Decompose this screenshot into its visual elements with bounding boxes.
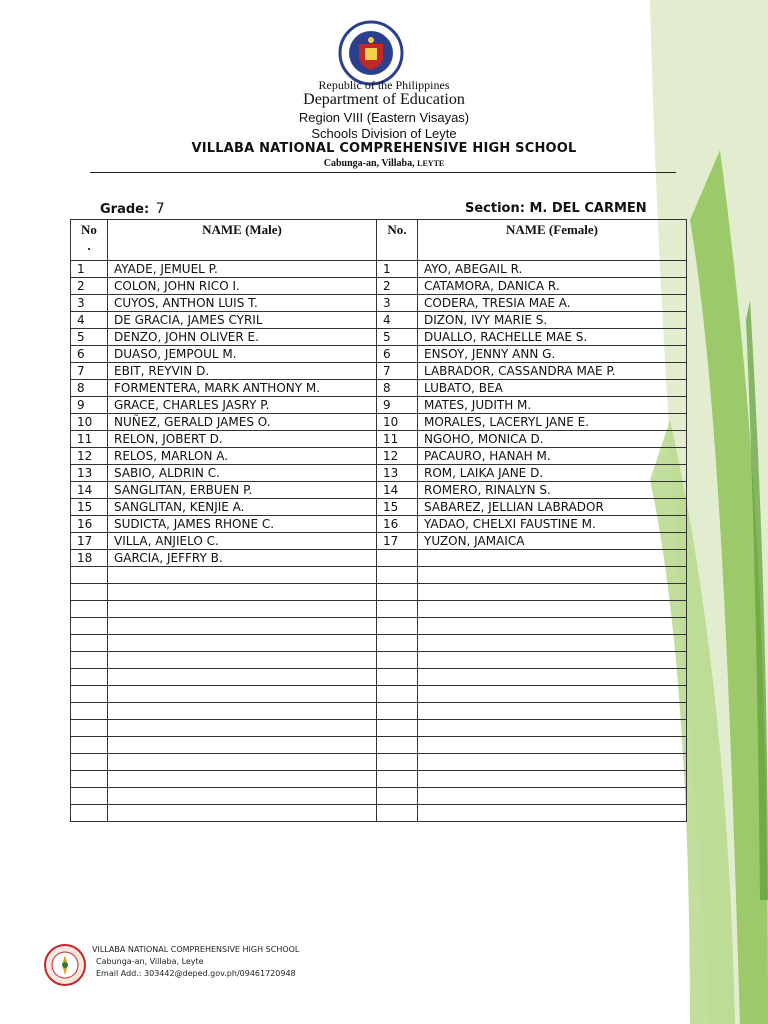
male-name-cell xyxy=(108,669,377,686)
male-name-cell xyxy=(108,754,377,771)
table-row xyxy=(71,346,687,363)
male-number-cell xyxy=(71,601,108,618)
female-name-cell xyxy=(418,737,687,754)
male-name-cell: SANGLITAN, KENJIE A. xyxy=(108,499,377,516)
male-name-cell: GARCIA, JEFFRY B. xyxy=(108,550,377,567)
female-number-cell xyxy=(377,720,418,737)
female-number-cell xyxy=(377,703,418,720)
table-row xyxy=(71,380,687,397)
female-name-cell: CATAMORA, DANICA R. xyxy=(418,278,687,295)
table-row xyxy=(71,635,687,652)
female-number-cell xyxy=(377,805,418,822)
female-name-cell xyxy=(418,669,687,686)
male-name-cell: VILLA, ANJIELO C. xyxy=(108,533,377,550)
male-number-cell xyxy=(71,584,108,601)
male-name-cell xyxy=(108,788,377,805)
male-name-cell xyxy=(108,567,377,584)
male-name-cell: AYADE, JEMUEL P. xyxy=(108,261,377,278)
table-row xyxy=(71,499,687,516)
female-name-cell: YUZON, JAMAICA xyxy=(418,533,687,550)
male-number-cell xyxy=(71,669,108,686)
female-name-cell xyxy=(418,805,687,822)
footer-email: Email Add.: 303442@deped.gov.ph/09461720948 xyxy=(96,969,296,978)
department-title: Department of Education xyxy=(303,91,465,108)
female-name-cell: DIZON, IVY MARIE S. xyxy=(418,312,687,329)
school-name: VILLABA NATIONAL COMPREHENSIVE HIGH SCHOOL xyxy=(191,141,577,156)
female-name-cell: MORALES, LACERYL JANE E. xyxy=(418,414,687,431)
address-province: LEYTE xyxy=(417,159,445,168)
table-row xyxy=(71,312,687,329)
male-name-cell xyxy=(108,805,377,822)
male-number-cell: 10 xyxy=(71,414,108,431)
female-number-cell: 8 xyxy=(377,380,418,397)
female-number-cell: 6 xyxy=(377,346,418,363)
table-row xyxy=(71,754,687,771)
male-number-cell xyxy=(71,567,108,584)
address-prefix: Cabunga-an, Villaba, xyxy=(323,158,418,169)
female-name-cell xyxy=(418,754,687,771)
header-name-male: NAME (Male) xyxy=(108,220,377,261)
female-number-cell: 17 xyxy=(377,533,418,550)
female-number-cell: 14 xyxy=(377,482,418,499)
male-name-cell: DENZO, JOHN OLIVER E. xyxy=(108,329,377,346)
female-number-cell: 9 xyxy=(377,397,418,414)
class-roster-table xyxy=(70,219,687,822)
female-name-cell: CODERA, TRESIA MAE A. xyxy=(418,295,687,312)
female-number-cell xyxy=(377,652,418,669)
section-field xyxy=(465,201,647,216)
female-number-cell xyxy=(377,771,418,788)
table-row xyxy=(71,295,687,312)
female-name-cell: LUBATO, BEA xyxy=(418,380,687,397)
table-row xyxy=(71,482,687,499)
female-number-cell: 3 xyxy=(377,295,418,312)
female-name-cell xyxy=(418,584,687,601)
table-row xyxy=(71,329,687,346)
male-name-cell: RELON, JOBERT D. xyxy=(108,431,377,448)
table-row xyxy=(71,448,687,465)
table-row xyxy=(71,533,687,550)
male-name-cell: GRACE, CHARLES JASRY P. xyxy=(108,397,377,414)
male-number-cell xyxy=(71,737,108,754)
table-row xyxy=(71,465,687,482)
table-row xyxy=(71,584,687,601)
male-number-cell xyxy=(71,703,108,720)
grade-value: 7 xyxy=(155,201,165,217)
table-row xyxy=(71,652,687,669)
male-number-cell: 13 xyxy=(71,465,108,482)
table-row xyxy=(71,805,687,822)
female-name-cell: DUALLO, RACHELLE MAE S. xyxy=(418,329,687,346)
female-name-cell xyxy=(418,703,687,720)
male-number-cell: 1 xyxy=(71,261,108,278)
male-name-cell: CUYOS, ANTHON LUIS T. xyxy=(108,295,377,312)
footer-address: Cabunga-an, Villaba, Leyte xyxy=(96,957,204,966)
header-no-female: No. xyxy=(377,220,418,261)
male-name-cell: COLON, JOHN RICO I. xyxy=(108,278,377,295)
section-value: M. DEL CARMEN xyxy=(529,201,647,216)
male-number-cell: 4 xyxy=(71,312,108,329)
female-name-cell xyxy=(418,567,687,584)
roster-body xyxy=(71,261,687,822)
female-number-cell: 7 xyxy=(377,363,418,380)
male-number-cell: 3 xyxy=(71,295,108,312)
female-name-cell: ROM, LAIKA JANE D. xyxy=(418,465,687,482)
female-number-cell xyxy=(377,737,418,754)
header-name-female: NAME (Female) xyxy=(418,220,687,261)
male-number-cell: 5 xyxy=(71,329,108,346)
school-address xyxy=(0,158,768,169)
female-number-cell xyxy=(377,754,418,771)
female-number-cell: 13 xyxy=(377,465,418,482)
male-name-cell xyxy=(108,635,377,652)
table-row xyxy=(71,431,687,448)
female-name-cell xyxy=(418,618,687,635)
female-name-cell xyxy=(418,686,687,703)
female-name-cell: YADAO, CHELXI FAUSTINE M. xyxy=(418,516,687,533)
male-number-cell: 14 xyxy=(71,482,108,499)
female-number-cell: 16 xyxy=(377,516,418,533)
female-number-cell xyxy=(377,686,418,703)
male-number-cell: 6 xyxy=(71,346,108,363)
republic-line: Republic of the Philippines xyxy=(318,78,450,92)
male-name-cell xyxy=(108,703,377,720)
table-row xyxy=(71,771,687,788)
header-no-male: No . xyxy=(71,220,108,261)
male-name-cell: SABIO, ALDRIN C. xyxy=(108,465,377,482)
male-name-cell: DE GRACIA, JAMES CYRIL xyxy=(108,312,377,329)
female-number-cell: 2 xyxy=(377,278,418,295)
table-header-row xyxy=(71,220,687,261)
female-number-cell: 10 xyxy=(377,414,418,431)
male-name-cell: NUÑEZ, GERALD JAMES O. xyxy=(108,414,377,431)
table-row xyxy=(71,397,687,414)
table-row xyxy=(71,567,687,584)
male-number-cell: 17 xyxy=(71,533,108,550)
female-number-cell: 4 xyxy=(377,312,418,329)
table-row xyxy=(71,788,687,805)
male-number-cell: 18 xyxy=(71,550,108,567)
grade-field xyxy=(100,201,165,217)
male-name-cell xyxy=(108,737,377,754)
female-name-cell xyxy=(418,771,687,788)
section-label: Section: xyxy=(465,201,525,216)
female-name-cell xyxy=(418,788,687,805)
female-name-cell xyxy=(418,550,687,567)
table-row xyxy=(71,703,687,720)
female-name-cell: MATES, JUDITH M. xyxy=(418,397,687,414)
female-number-cell xyxy=(377,669,418,686)
table-row xyxy=(71,278,687,295)
deped-seal-logo xyxy=(338,20,404,86)
male-name-cell: SANGLITAN, ERBUEN P. xyxy=(108,482,377,499)
grade-label: Grade: xyxy=(100,202,150,217)
table-row xyxy=(71,737,687,754)
female-name-cell xyxy=(418,635,687,652)
school-seal-logo xyxy=(44,944,86,986)
table-row xyxy=(71,516,687,533)
female-name-cell xyxy=(418,601,687,618)
female-name-cell xyxy=(418,652,687,669)
male-name-cell xyxy=(108,771,377,788)
division-line: Schools Division of Leyte xyxy=(311,126,457,141)
footer-school-name: VILLABA NATIONAL COMPREHENSIVE HIGH SCHOOL xyxy=(92,945,300,954)
female-name-cell: SABAREZ, JELLIAN LABRADOR xyxy=(418,499,687,516)
male-number-cell xyxy=(71,754,108,771)
male-name-cell xyxy=(108,686,377,703)
female-name-cell: LABRADOR, CASSANDRA MAE P. xyxy=(418,363,687,380)
male-number-cell xyxy=(71,720,108,737)
male-name-cell: DUASO, JEMPOUL M. xyxy=(108,346,377,363)
female-number-cell xyxy=(377,584,418,601)
region-line: Region VIII (Eastern Visayas) xyxy=(298,110,470,125)
male-number-cell xyxy=(71,652,108,669)
male-number-cell: 9 xyxy=(71,397,108,414)
male-name-cell xyxy=(108,584,377,601)
male-name-cell xyxy=(108,618,377,635)
female-name-cell: NGOHO, MONICA D. xyxy=(418,431,687,448)
table-row xyxy=(71,550,687,567)
male-name-cell: FORMENTERA, MARK ANTHONY M. xyxy=(108,380,377,397)
table-row xyxy=(71,363,687,380)
male-number-cell xyxy=(71,618,108,635)
female-name-cell: ENSOY, JENNY ANN G. xyxy=(418,346,687,363)
female-number-cell xyxy=(377,618,418,635)
female-name-cell: PACAURO, HANAH M. xyxy=(418,448,687,465)
male-number-cell: 8 xyxy=(71,380,108,397)
male-number-cell: 15 xyxy=(71,499,108,516)
female-number-cell: 5 xyxy=(377,329,418,346)
female-number-cell xyxy=(377,635,418,652)
table-row xyxy=(71,669,687,686)
male-name-cell: RELOS, MARLON A. xyxy=(108,448,377,465)
male-name-cell xyxy=(108,720,377,737)
male-name-cell xyxy=(108,601,377,618)
male-name-cell: EBIT, REYVIN D. xyxy=(108,363,377,380)
male-number-cell: 2 xyxy=(71,278,108,295)
male-number-cell xyxy=(71,805,108,822)
table-row xyxy=(71,686,687,703)
male-name-cell xyxy=(108,652,377,669)
female-number-cell xyxy=(377,788,418,805)
female-name-cell: ROMERO, RINALYN S. xyxy=(418,482,687,499)
female-number-cell: 12 xyxy=(377,448,418,465)
female-number-cell xyxy=(377,567,418,584)
male-number-cell xyxy=(71,771,108,788)
male-number-cell xyxy=(71,788,108,805)
female-name-cell xyxy=(418,720,687,737)
table-row xyxy=(71,261,687,278)
male-number-cell: 16 xyxy=(71,516,108,533)
header-divider xyxy=(90,172,676,173)
female-name-cell: AYO, ABEGAIL R. xyxy=(418,261,687,278)
female-number-cell xyxy=(377,601,418,618)
male-number-cell xyxy=(71,635,108,652)
male-number-cell xyxy=(71,686,108,703)
table-row xyxy=(71,618,687,635)
male-number-cell: 12 xyxy=(71,448,108,465)
female-number-cell xyxy=(377,550,418,567)
female-number-cell: 11 xyxy=(377,431,418,448)
male-name-cell: SUDICTA, JAMES RHONE C. xyxy=(108,516,377,533)
male-number-cell: 7 xyxy=(71,363,108,380)
female-number-cell: 15 xyxy=(377,499,418,516)
table-row xyxy=(71,414,687,431)
male-number-cell: 11 xyxy=(71,431,108,448)
female-number-cell: 1 xyxy=(377,261,418,278)
table-row xyxy=(71,720,687,737)
table-row xyxy=(71,601,687,618)
